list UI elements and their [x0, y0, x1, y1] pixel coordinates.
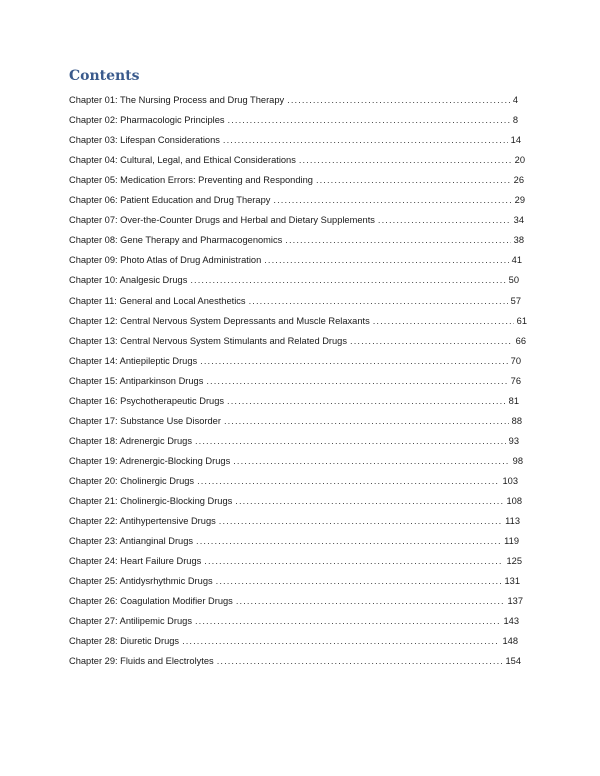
dot-leader: [204, 556, 503, 566]
toc-entry-title: Chapter 28: Diuretic Drugs: [69, 636, 180, 647]
toc-entry-title: Chapter 27: Antilipemic Drugs: [69, 616, 192, 627]
toc-entry[interactable]: [69, 416, 522, 430]
toc-entry-title: Chapter 17: Substance Use Disorder: [69, 415, 221, 426]
toc-entry[interactable]: [69, 235, 524, 249]
toc-entry[interactable]: [69, 516, 520, 530]
toc-entry-page: 61: [516, 315, 527, 326]
toc-entry[interactable]: [69, 95, 518, 109]
toc-entry-page: 4: [512, 95, 518, 105]
toc-entry-page: 119: [504, 536, 519, 547]
toc-entry[interactable]: [69, 596, 523, 610]
toc-entry[interactable]: [69, 316, 527, 330]
dot-leader: [316, 175, 511, 185]
toc-entry-page: 98: [512, 455, 523, 466]
toc-entry-page: 137: [507, 596, 523, 607]
toc-entry[interactable]: [69, 656, 521, 670]
toc-entry[interactable]: [69, 255, 522, 269]
toc-entry-page: 131: [504, 576, 520, 587]
dot-leader: [195, 436, 506, 446]
toc-entry-page: 34: [513, 215, 524, 226]
toc-entry[interactable]: [69, 616, 519, 630]
dot-leader: [378, 215, 511, 225]
dot-leader: [249, 296, 508, 306]
toc-entry[interactable]: [69, 215, 524, 229]
toc-entry[interactable]: [69, 135, 521, 149]
toc-entry-title: Chapter 19: Adrenergic-Blocking Drugs: [69, 455, 231, 466]
dot-leader: [224, 416, 509, 426]
dot-leader: [373, 316, 514, 326]
dot-leader: [233, 456, 509, 466]
toc-entry-page: 20: [514, 155, 525, 166]
toc-entry-page: 125: [506, 556, 522, 567]
toc-entry-page: 41: [511, 255, 522, 266]
toc-entry-page: 70: [510, 355, 521, 366]
toc-entry[interactable]: [69, 376, 521, 390]
dot-leader: [287, 95, 510, 105]
toc-entry-title: Chapter 22: Antihypertensive Drugs: [69, 516, 216, 527]
toc-entry-title: Chapter 02: Pharmacologic Principles: [69, 115, 225, 126]
toc-entry-title: Chapter 01: The Nursing Process and Drug Therapy: [69, 95, 285, 105]
toc-entry-title: Chapter 08: Gene Therapy and Pharmacogenomics: [69, 235, 283, 246]
toc-entry-title: Chapter 09: Photo Atlas of Drug Administration: [69, 255, 262, 266]
dot-leader: [285, 235, 510, 245]
toc-entry-page: 108: [506, 496, 522, 506]
dot-leader: [196, 536, 501, 546]
toc-entry[interactable]: [69, 576, 520, 590]
toc-entry-page: 38: [513, 235, 524, 246]
dot-leader: [200, 356, 507, 366]
dot-leader: [223, 135, 508, 145]
toc-entry-page: 57: [510, 295, 521, 306]
toc-entry[interactable]: [69, 456, 523, 470]
toc-entry-page: 81: [508, 395, 519, 406]
toc-entry[interactable]: [69, 195, 525, 209]
toc-entry-title: Chapter 11: General and Local Anesthetics: [69, 295, 246, 306]
toc-entry-title: Chapter 06: Patient Education and Drug Therapy: [69, 195, 271, 206]
toc-entry-page: 76: [510, 375, 521, 386]
toc-entry-title: Chapter 05: Medication Errors: Preventing and Responding: [69, 175, 313, 186]
toc-entry-page: 14: [510, 135, 521, 146]
dot-leader: [235, 496, 503, 506]
dot-leader: [197, 476, 499, 486]
toc-entry[interactable]: [69, 436, 519, 450]
toc-entry-title: Chapter 03: Lifespan Considerations: [69, 135, 220, 146]
dot-leader: [190, 275, 505, 285]
toc-entry[interactable]: [69, 296, 521, 310]
dot-leader: [236, 596, 505, 606]
toc-entry-page: 143: [503, 616, 519, 627]
toc-entry-page: 103: [502, 475, 518, 486]
toc-entry-title: Chapter 12: Central Nervous System Depressants and Muscle Relaxants: [69, 315, 370, 326]
toc-entry-page: 113: [505, 516, 520, 527]
toc-entry-page: 88: [511, 415, 522, 426]
dot-leader: [217, 656, 503, 666]
toc-entry[interactable]: [69, 275, 519, 289]
toc-entry-title: Chapter 14: Antiepileptic Drugs: [69, 355, 198, 366]
toc-entry-title: Chapter 23: Antianginal Drugs: [69, 536, 194, 547]
toc-entry-title: Chapter 15: Antiparkinson Drugs: [69, 375, 204, 386]
toc-entry-title: Chapter 10: Analgesic Drugs: [69, 275, 188, 286]
toc-entry-title: Chapter 26: Coagulation Modifier Drugs: [69, 596, 233, 607]
dot-leader: [264, 255, 508, 265]
toc-entry-title: Chapter 29: Fluids and Electrolytes: [69, 656, 214, 667]
contents-heading: Contents: [69, 68, 140, 84]
dot-leader: [299, 155, 512, 165]
toc-entry-page: 154: [505, 656, 521, 667]
dot-leader: [195, 616, 501, 626]
toc-entry[interactable]: [69, 356, 521, 370]
toc-entry-title: Chapter 21: Cholinergic-Blocking Drugs: [69, 496, 233, 506]
toc-entry-page: 50: [508, 275, 519, 286]
toc-entry-title: Chapter 04: Cultural, Legal, and Ethical Considerations: [69, 155, 296, 166]
toc-entry[interactable]: [69, 636, 518, 650]
toc-entry[interactable]: [69, 336, 526, 350]
toc-entry[interactable]: [69, 536, 519, 550]
toc-entry[interactable]: [69, 115, 518, 129]
dot-leader: [206, 376, 507, 386]
dot-leader: [227, 396, 506, 406]
toc-entry-page: 29: [514, 195, 525, 206]
toc-entry-title: Chapter 13: Central Nervous System Stimulants and Related Drugs: [69, 335, 348, 346]
toc-entry[interactable]: [69, 476, 518, 490]
toc-entry-title: Chapter 07: Over-the-Counter Drugs and Herbal and Dietary Supplements: [69, 215, 375, 226]
toc-entry[interactable]: [69, 175, 524, 189]
toc-entry[interactable]: [69, 155, 525, 169]
dot-leader: [350, 336, 513, 346]
toc-entry-title: Chapter 25: Antidysrhythmic Drugs: [69, 576, 213, 587]
dot-leader: [219, 516, 502, 526]
toc-entry[interactable]: [69, 496, 522, 510]
toc-entry-title: Chapter 16: Psychotherapeutic Drugs: [69, 395, 225, 406]
dot-leader: [216, 576, 502, 586]
toc-entry[interactable]: [69, 396, 519, 410]
toc-entry-page: 8: [512, 115, 518, 126]
toc-entry-page: 148: [502, 636, 518, 647]
toc-entry-page: 93: [508, 435, 519, 446]
toc-entry-page: 26: [513, 175, 524, 186]
toc-entry-title: Chapter 20: Cholinergic Drugs: [69, 475, 195, 486]
dot-leader: [273, 195, 511, 205]
dot-leader: [228, 115, 510, 125]
dot-leader: [182, 636, 499, 646]
toc-entry-page: 66: [515, 335, 526, 346]
toc-entry[interactable]: [69, 556, 522, 570]
toc-entry-title: Chapter 18: Adrenergic Drugs: [69, 435, 192, 446]
toc-entry-title: Chapter 24: Heart Failure Drugs: [69, 556, 202, 567]
